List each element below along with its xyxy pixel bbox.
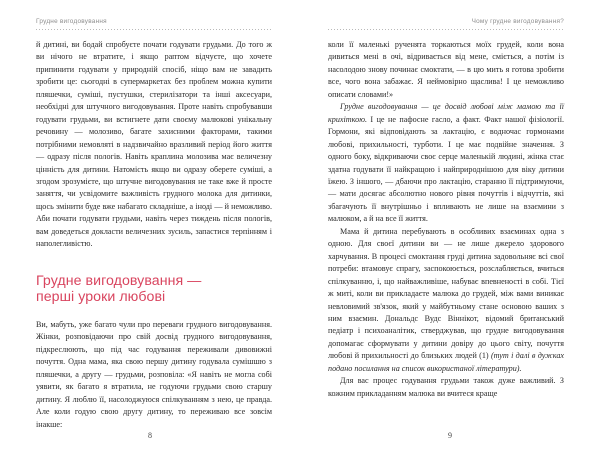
emphasis-text: (тут і далі в дужках подано посилання на список використаної літератури). <box>328 351 564 373</box>
paragraph: й дитині, ви бодай спробуєте почати годувати грудьми. До того ж ви нічого не втратите, і якщо раптом відчуєте, що хочете припинити годувати у природній спосіб, ніщо вам не завадить зробити це: сьогодні в супермаркетах без проблем можна купити пляшечки, суміші, пустушки, стерилізатори та інші аксесуари, необхідні для штучного вигодовування. Проте навіть спробувавши годувати грудьми, ви встигнете дати своєму малюкові унікальну речовину — молозиво, багате захисними факторами, такими потрібними немовляті в надзвичайно вразливий період його життя — одразу після пологів. Навіть краплина молозива має величезну цінність для дитини. Натомість якщо ви одразу оберете суміші, а згодом зрозумієте, що штучне вигодовування не таке вже й просте заняття, чи усвідомите важливість грудного молока для дитинки, щось змінити буде вже набагато складніше, а іноді — й неможливо. Аби почати годувати грудьми, навіть через тиждень після пологів, вам доведеться докласти величезних зусиль, запастися терпінням і наполегливістю. <box>36 40 272 249</box>
text-run: Мама й дитина перебувають в особливих взаєминах одна з одною. Для своєї дитини ви — не лише джерело здорового харчування. В процесі смоктання груді дитина задовольняє всі свої потреби: втамовує спрагу, заспокоюється, розслабляється, вчиться спілкуванню, і, що найважливіше, набуває впевненості в собі. Тієї ж миті, коли ви прикладаєте малюка до грудей, між вами виникає невловимий зв'язок, який у майбутньому стане основою ваших з ним взаємин. Дональдс Вудс Віннікот, відомий британський педіатр і психоаналітик, стверджував, що грудне вигодовування допомагає сформувати у дитини довіру до цього світу, почуття любові й прихильності до близьких людей (1) <box>328 226 564 361</box>
text-run: коли її маленькі рученята торкаються моїх грудей, коли вона дивиться мені в очі, відривається від мене, сміється, а потім із насолодою знову починає смоктати, — в цю мить я готова зробити все, чого вона забажає. Я неймовірно щаслива! І це неможливо описати словами!» <box>328 40 564 99</box>
section-heading-line2: перші уроки любові <box>36 289 166 306</box>
left-page-body-after-heading <box>36 319 272 431</box>
page-number-right: 9 <box>448 431 452 440</box>
paragraph: Ви, мабуть, уже багато чули про переваги грудного вигодовування. Жінки, розповідаючи про свій досвід грудного вигодовування, підкреслюють, що під час годування переживали дивовижні почуття. Одна мама, яка свою першу дитину годувала сумішшю з пляшечки, а другу — грудьми, розповіла: «Я навіть не могла собі уявити, як багато я втратила, не годуючи грудьми свою старшу дитину. Я люблю її, насолоджуюся спілкуванням з нею, це правда. Але коли годую свою другу дитину, то переживаю все зовсім інакше: <box>36 319 272 429</box>
right-page-body <box>328 39 564 400</box>
right-page <box>300 0 600 463</box>
running-head-left: Грудне вигодовування <box>36 18 107 25</box>
running-head-rule-right <box>328 29 564 30</box>
left-page-body <box>36 39 272 251</box>
section-heading-line1: Грудне вигодовування — <box>36 272 202 289</box>
paragraph <box>328 39 564 101</box>
page-number-left: 8 <box>148 431 152 440</box>
paragraph <box>328 101 564 226</box>
running-head-rule-left <box>36 29 272 30</box>
text-run: Для вас процес годування грудьми також дуже важливий. З кожним прикладанням малюка ви вчитеся краще <box>328 376 564 398</box>
emphasis-text: Грудне вигодовування <box>340 102 418 112</box>
paragraph <box>328 226 564 375</box>
section-heading <box>36 273 272 306</box>
emphasis-text: — це досвід любові між мамою та її крихіткою. <box>328 102 565 124</box>
text-run: І це не пафосне гасло, а факт. Факт нашої фізіології. Гормони, які відповідають за лактацію, є водночас гормонами любові, прихильності, турботи. І це має подвійне значення. З одного боку, відкриваючи своє серце маленькій людині, жінка стає здатна годувати її найкращою і найприроднішою для віку дитини їжею. З іншого, — дбаючи про лактацію, старанно її підтримуючи, — мати досягає абсолютно нового рівня почуттів і відчуттів, які збагачують її внутрішньо і впливають не лише на взаємини з малюком, а й на все її життя. <box>328 114 564 224</box>
paragraph <box>328 375 564 400</box>
running-head-right: Чому грудне вигодовування? <box>471 18 564 25</box>
